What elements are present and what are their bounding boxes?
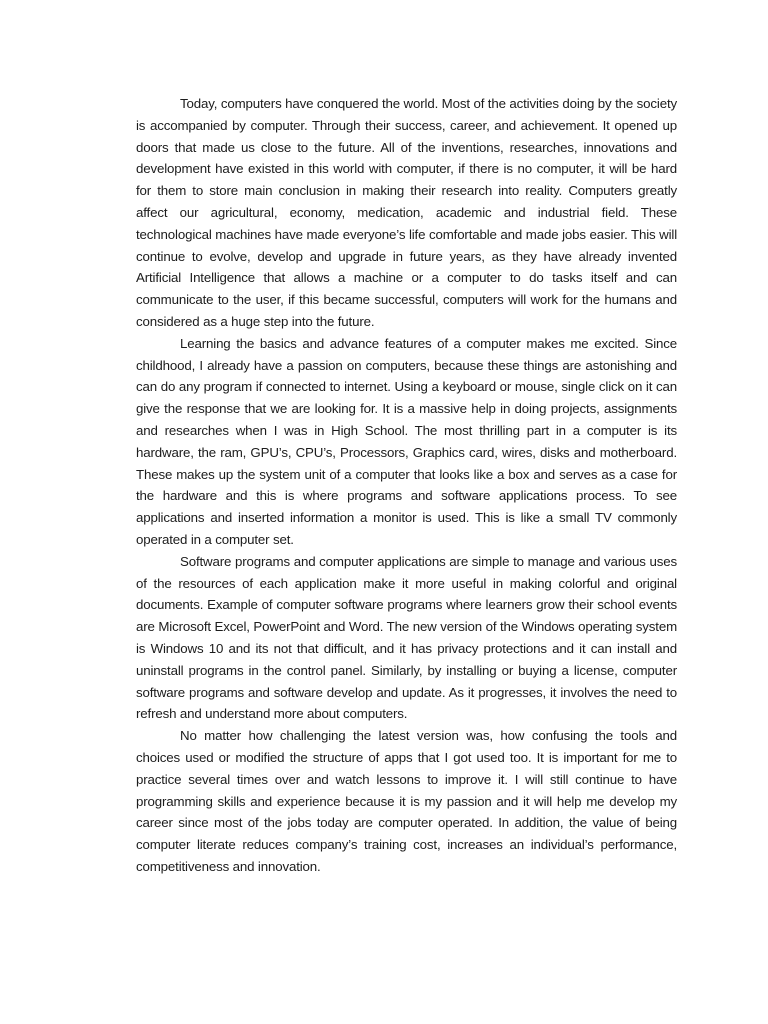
paragraph-1: Today, computers have conquered the world. Most of the activities doing by the society is accompanied by computer. Through their success, career, and achievement. It opened up doors that made us close to the future. All of the inventions, researches, innovations and development have existed in this world with computer, if there is no computer, it will be hard for them to store main conclusion in making their research into reality. Computers greatly affect our agricultural, economy, medication, academic and industrial field. These technological machines have made everyone’s life comfortable and made jobs easier. This will continue to evolve, develop and upgrade in future years, as they have already invented Artificial Intelligence that allows a machine or a computer to do tasks itself and can communicate to the user, if this became successful, computers will work for the humans and considered as a huge step into the future.	[136, 96, 677, 329]
paragraph-2: Learning the basics and advance features of a computer makes me excited. Since childhood, I already have a passion on computers, because these things are astonishing and can do any program if connected to internet. Using a keyboard or mouse, single click on it can give the response that we are looking for. It is a massive help in doing projects, assignments and researches when I was in High School. The most thrilling part in a computer is its hardware, the ram, GPU’s, CPU’s, Processors, Graphics card, wires, disks and motherboard. These makes up the system unit of a computer that looks like a box and serves as a case for the hardware and this is where programs and software applications process. To see applications and inserted information a monitor is used. This is like a small TV commonly operated in a computer set.	[136, 335, 677, 547]
document-body	[136, 93, 677, 878]
paragraph-4: No matter how challenging the latest version was, how confusing the tools and choices used or modified the structure of apps that I got used too. It is important for me to practice several times over and watch lessons to improve it. I will still continue to have programming skills and experience because it is my passion and it will help me develop my career since most of the jobs today are computer operated. In addition, the value of being computer literate reduces company’s training cost, increases an individual’s performance, competitiveness and innovation.	[136, 728, 677, 874]
paragraph-3: Software programs and computer applications are simple to manage and various uses of the resources of each application make it more useful in making colorful and original documents. Example of computer software programs where learners grow their school events are Microsoft Excel, PowerPoint and Word. The new version of the Windows operating system is Windows 10 and its not that difficult, and it has privacy protections and it can install and uninstall programs in the control panel. Similarly, by installing or buying a license, computer software programs and software develop and update. As it progresses, it involves the need to refresh and understand more about computers.	[136, 553, 677, 722]
